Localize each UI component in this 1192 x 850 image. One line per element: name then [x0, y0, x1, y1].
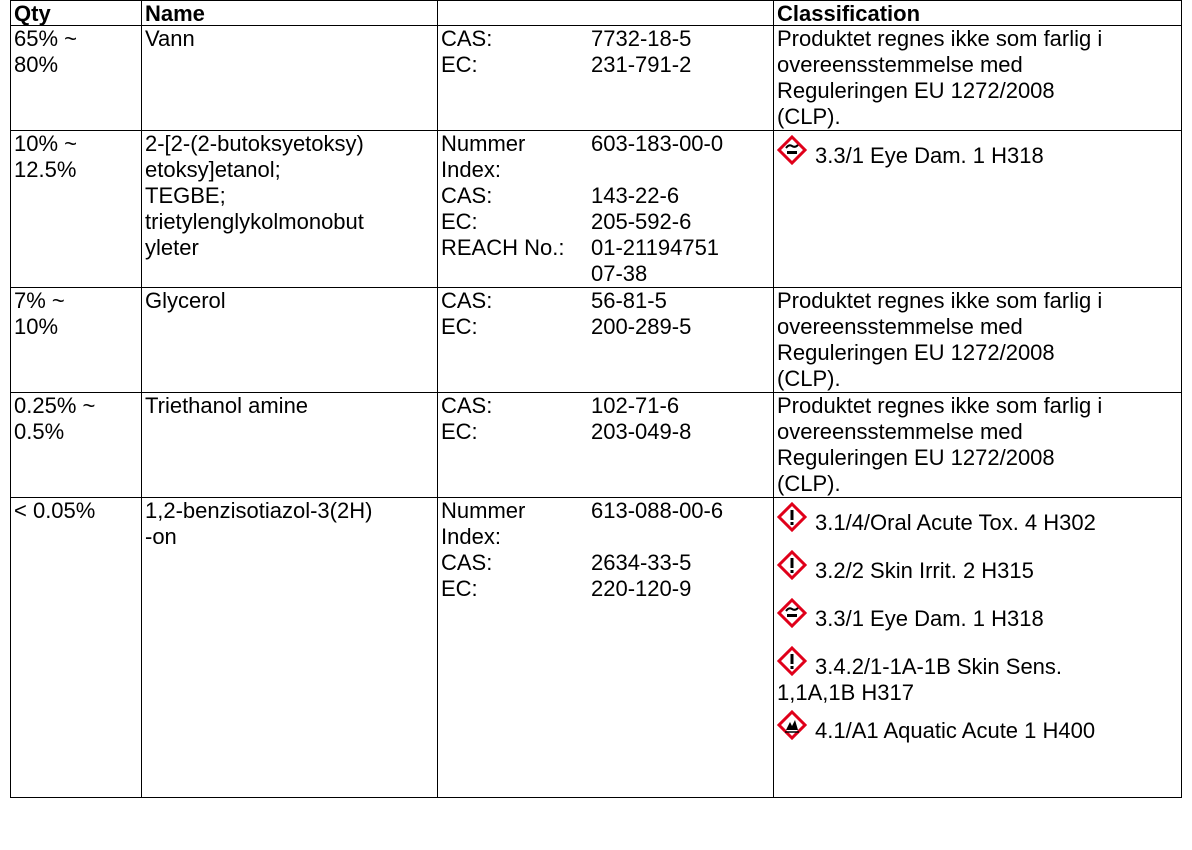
header-classification: Classification: [774, 1, 1182, 26]
exclamation-icon: [777, 502, 807, 532]
identifiers-cell: [438, 393, 774, 498]
table-row: [11, 131, 1182, 288]
classification-cell: Produktet regnes ikke som farlig i overeensstemmelse med Reguleringen EU 1272/2008 (CLP).: [774, 393, 1182, 498]
id-values: 7732-18-5 231-791-2: [591, 26, 692, 77]
hazard-entry: [777, 646, 1178, 706]
name-cell: 2-[2-(2-butoksyetoksy) etoksy]etanol; TEGBE; trietylenglykolmonobut yleter: [142, 131, 438, 288]
id-labels: CAS: EC:: [441, 393, 493, 444]
exclamation-icon: [777, 646, 807, 676]
id-values: 603-183-00-0 143-22-6 205-592-6 01-21194751 07-38: [591, 131, 724, 286]
hazard-text: 4.1/A1 Aquatic Acute 1 H400: [815, 718, 1096, 743]
table-row: [11, 288, 1182, 393]
composition-table: [10, 0, 1182, 798]
table-row: [11, 393, 1182, 498]
qty-cell: 10% ~ 12.5%: [11, 131, 142, 288]
id-values: 56-81-5 200-289-5: [591, 288, 692, 339]
classification-cell: [774, 498, 1182, 798]
classification-cell: Produktet regnes ikke som farlig i overeensstemmelse med Reguleringen EU 1272/2008 (CLP).: [774, 288, 1182, 393]
qty-cell: 65% ~ 80%: [11, 26, 142, 131]
hazard-text: 3.3/1 Eye Dam. 1 H318: [815, 143, 1044, 168]
id-labels: Nummer Index: CAS: EC:: [441, 498, 526, 601]
hazard-text: 3.1/4/Oral Acute Tox. 4 H302: [815, 510, 1096, 535]
hazard-entry: [777, 502, 1178, 546]
hazard-entry: [777, 710, 1178, 754]
environment-icon: [777, 710, 807, 740]
hazard-entry: [777, 598, 1178, 642]
hazard-text: 3.2/2 Skin Irrit. 2 H315: [815, 558, 1034, 583]
header-qty: Qty: [11, 1, 142, 26]
header-row: [11, 1, 1182, 26]
identifiers-cell: [438, 131, 774, 288]
header-identifiers: [438, 1, 774, 26]
classification-cell: Produktet regnes ikke som farlig i overeensstemmelse med Reguleringen EU 1272/2008 (CLP).: [774, 26, 1182, 131]
id-labels: CAS: EC:: [441, 26, 493, 77]
identifiers-cell: [438, 498, 774, 798]
id-values: 613-088-00-6 2634-33-5 220-120-9: [591, 498, 724, 601]
classification-cell: [774, 131, 1182, 288]
hazard-text-continued: 1,1A,1B H317: [777, 680, 914, 705]
name-cell: 1,2-benzisotiazol-3(2H) -on: [142, 498, 438, 798]
name-cell: Vann: [142, 26, 438, 131]
table-row: [11, 498, 1182, 798]
header-name: Name: [142, 1, 438, 26]
name-cell: Glycerol: [142, 288, 438, 393]
hazard-entry: [777, 550, 1178, 594]
id-values: 102-71-6 203-049-8: [591, 393, 692, 444]
qty-cell: 0.25% ~ 0.5%: [11, 393, 142, 498]
hazard-text: 3.4.2/1-1A-1B Skin Sens.: [815, 654, 1063, 679]
hazard-text: 3.3/1 Eye Dam. 1 H318: [815, 606, 1044, 631]
identifiers-cell: [438, 26, 774, 131]
name-cell: Triethanol amine: [142, 393, 438, 498]
exclamation-icon: [777, 550, 807, 580]
id-labels: Nummer Index: CAS: EC: REACH No.:: [441, 131, 565, 260]
id-labels: CAS: EC:: [441, 288, 493, 339]
corrosion-icon: [777, 135, 807, 165]
table-row: [11, 26, 1182, 131]
corrosion-icon: [777, 598, 807, 628]
identifiers-cell: [438, 288, 774, 393]
hazard-entry: [777, 135, 1178, 179]
qty-cell: 7% ~ 10%: [11, 288, 142, 393]
qty-cell: < 0.05%: [11, 498, 142, 798]
